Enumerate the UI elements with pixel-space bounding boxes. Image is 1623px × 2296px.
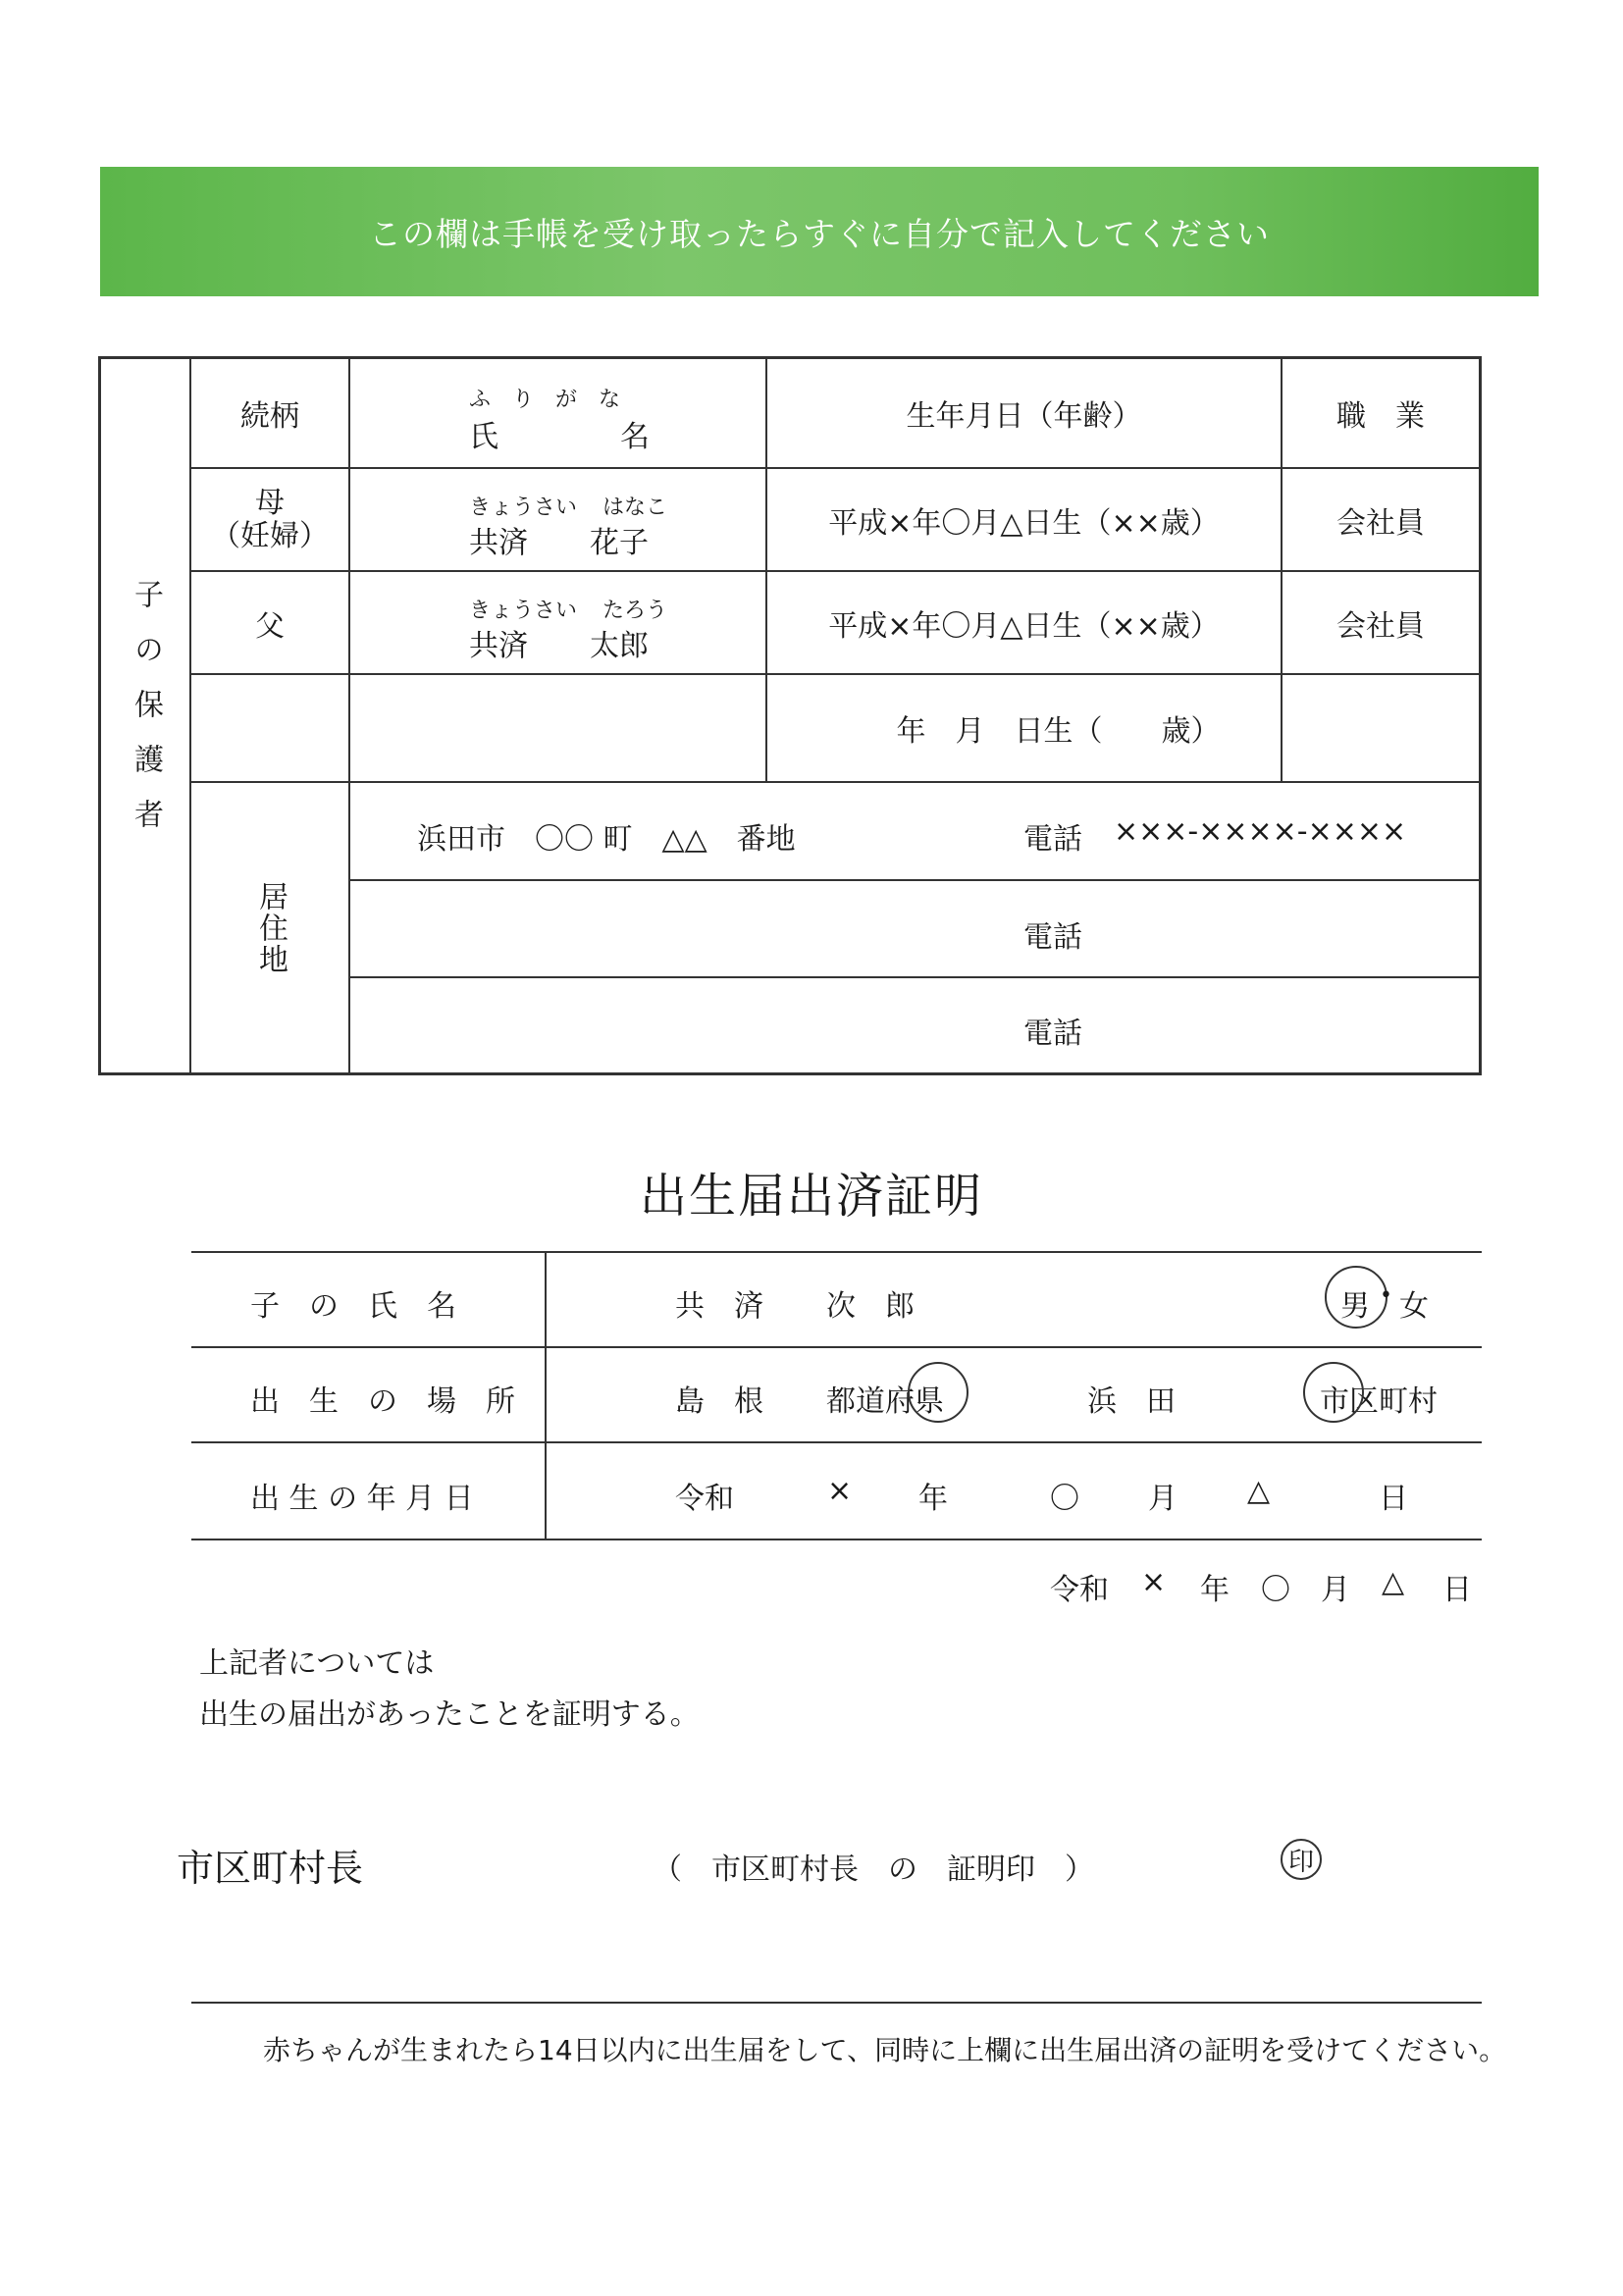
residence-row-1-phone-label: 電話 (1023, 822, 1082, 857)
cert-birth-day: △ (1247, 1474, 1271, 1508)
row-mother-relation-line1: 母 (255, 485, 285, 520)
cert-birth-year-unit: 年 (918, 1482, 948, 1516)
cert-column-divider (545, 1251, 547, 1540)
relation-divider (348, 356, 350, 1075)
cert-birth-month: 〇 (1050, 1482, 1079, 1516)
certificate-table (0, 1236, 1623, 1609)
banner-text: この欄は手帳を受け取ったらすぐに自分で記入してください (369, 214, 1270, 253)
issue-month-unit: 月 (1321, 1573, 1350, 1607)
residence-divider-1 (348, 879, 1482, 881)
issue-year: × (1141, 1565, 1167, 1599)
cert-birthplace-label: 出 生 の 場 所 (250, 1384, 515, 1419)
cert-prefecture: 島 根 (675, 1384, 763, 1419)
header-relation: 続柄 (240, 399, 299, 434)
cert-line-top (191, 1251, 1482, 1253)
cert-birth-day-unit: 日 (1379, 1482, 1408, 1516)
row-father-birth: 平成×年〇月△日生（××歳） (828, 608, 1220, 644)
table-border-right (1479, 356, 1482, 1075)
guardian-side-label (101, 359, 189, 1072)
footer-note: 赤ちゃんが生まれたら14日以内に出生届をして、同時に上欄に出生届出済の証明を受けてください。 (263, 2034, 1507, 2066)
row-mother-relation-line2: （妊婦） (211, 518, 329, 553)
row-mother-family-name: 共済 (469, 526, 528, 560)
cert-birthdate-label: 出 生 の 年 月 日 (250, 1482, 474, 1516)
seal-mark-text: 印 (1287, 1847, 1314, 1877)
selected-prefecture-circle (908, 1362, 969, 1423)
selected-municipality-circle (1303, 1362, 1364, 1423)
residence-divider-2 (348, 976, 1482, 978)
issue-year-unit: 年 (1200, 1573, 1230, 1607)
header-job: 職 業 (1336, 399, 1425, 434)
cert-line-bottom (191, 1539, 1482, 1540)
sex-separator: • (1380, 1283, 1392, 1308)
row-blank-birth: 年 月 日生（ 歳） (896, 714, 1221, 749)
header-birth: 生年月日（年齢） (906, 399, 1142, 434)
issue-month: 〇 (1261, 1573, 1290, 1607)
row-mother-ruby-family: きょうさい (469, 496, 578, 520)
row-mother-job: 会社員 (1336, 505, 1425, 541)
residence-label (191, 783, 348, 1072)
guardian-table (0, 0, 1623, 1079)
header-furigana: ふ り が な (469, 388, 621, 412)
row-mother-given-name: 花子 (590, 526, 649, 560)
cert-line-1 (191, 1346, 1482, 1348)
row-father-ruby-family: きょうさい (469, 599, 578, 623)
cert-municipality-suffix: 市区町村 (1320, 1384, 1438, 1419)
row-mother-ruby-given: はなこ (602, 496, 668, 520)
certificate-title: 出生届出済証明 (639, 1169, 983, 1224)
header-name-left: 氏 (469, 420, 498, 454)
row-father-job: 会社員 (1336, 608, 1425, 644)
cert-birth-era: 令和 (675, 1482, 734, 1516)
cert-line-2 (191, 1441, 1482, 1443)
statement-line-2: 出生の届出があったことを証明する。 (199, 1697, 700, 1732)
issue-day-unit: 日 (1442, 1573, 1472, 1607)
row-father-relation (191, 572, 348, 673)
residence-row-2-phone-label: 電話 (1023, 920, 1082, 955)
sex-female[interactable]: 女 (1399, 1289, 1429, 1324)
cert-birth-month-unit: 月 (1148, 1482, 1178, 1516)
row-father-relation-line1: 父 (255, 608, 285, 644)
seal-mark (1281, 1839, 1322, 1880)
statement-line-1: 上記者については (199, 1646, 435, 1681)
residence-row-3-phone-label: 電話 (1023, 1017, 1082, 1051)
header-name-right: 名 (620, 420, 650, 454)
issue-day: △ (1382, 1565, 1405, 1599)
residence-label-text: 居住地 (253, 880, 288, 975)
sex-male[interactable]: 男 (1340, 1289, 1370, 1324)
cert-child-given: 次 郎 (826, 1289, 915, 1324)
row-father-given-name: 太郎 (590, 629, 649, 663)
table-border-bottom (98, 1072, 1482, 1075)
row-father-family-name: 共済 (469, 629, 528, 663)
footer-line (191, 2002, 1482, 2004)
mayor-label: 市区町村長 (177, 1847, 364, 1890)
cert-birth-year: × (827, 1474, 853, 1508)
guardian-side-label-text: 子の保護者 (129, 578, 163, 854)
cert-prefecture-suffix: 都道府県 (826, 1384, 944, 1419)
seal-note: （ 市区町村長 の 証明印 ） (653, 1852, 1094, 1887)
cert-child-name-label: 子 の 氏 名 (250, 1289, 456, 1324)
row-mother-relation (191, 469, 348, 570)
issue-era: 令和 (1050, 1573, 1109, 1607)
residence-row-1-address: 浜田市 〇〇 町 △△ 番地 (417, 822, 796, 857)
cert-child-family: 共 済 (675, 1289, 763, 1324)
row-divider-4 (189, 781, 1482, 783)
row-mother-birth: 平成×年〇月△日生（××歳） (828, 505, 1220, 541)
row-father-ruby-given: たろう (602, 599, 668, 623)
residence-row-1-phone: ×××-××××-×××× (1114, 814, 1407, 849)
cert-municipality: 浜 田 (1087, 1384, 1176, 1419)
